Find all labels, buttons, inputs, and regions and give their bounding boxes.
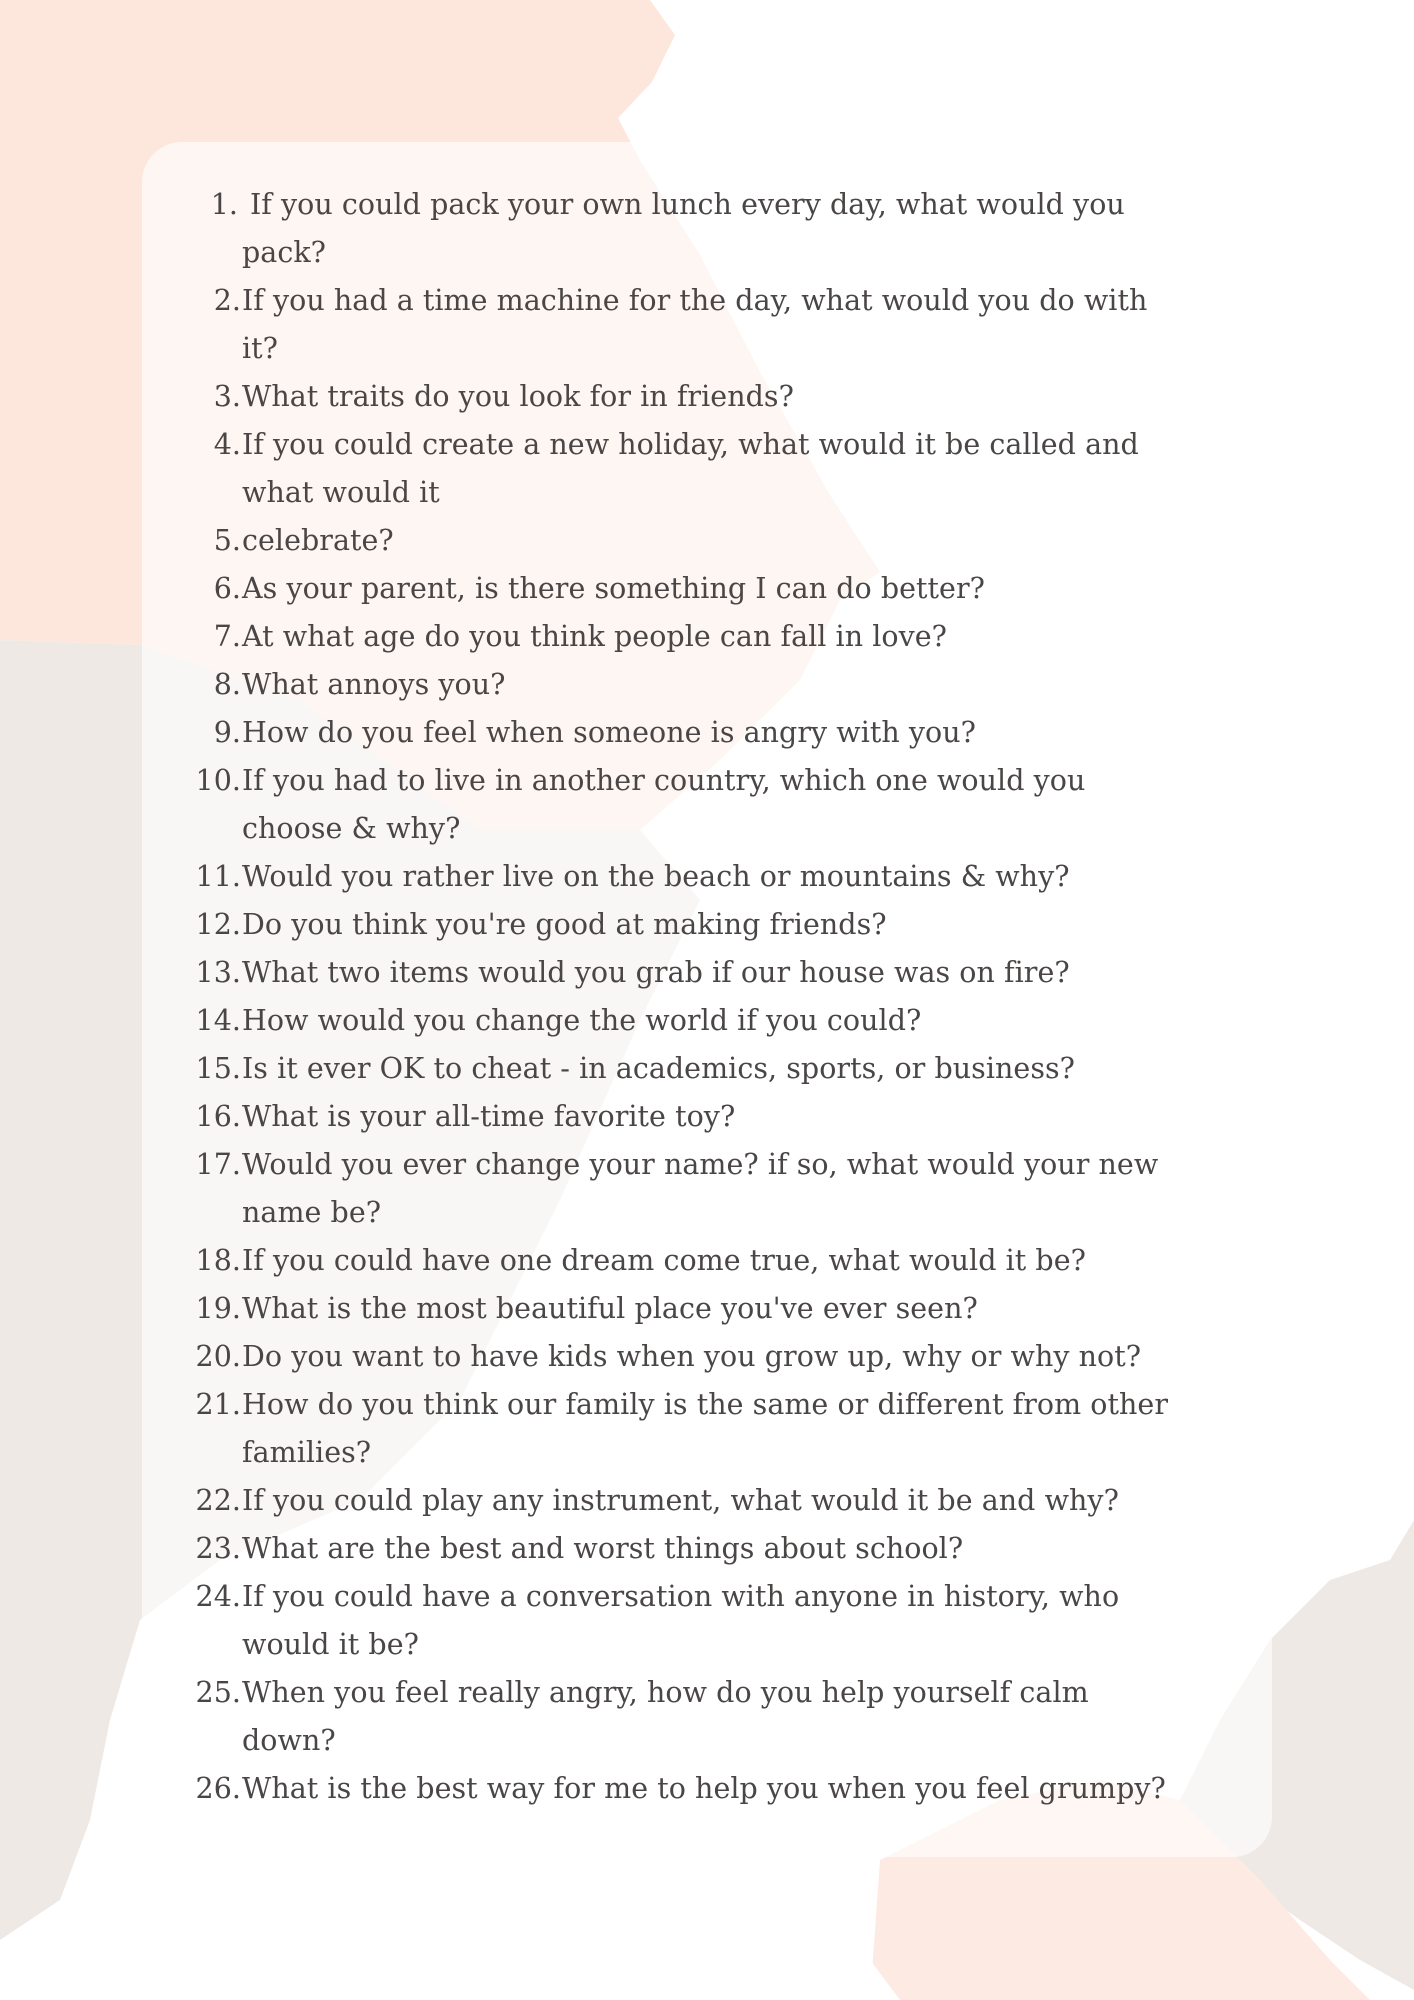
question-item <box>190 901 1270 949</box>
question-item <box>190 757 1270 853</box>
question-text: At what age do you think people can fall in love? <box>242 620 947 653</box>
question-item <box>190 1669 1270 1765</box>
question-number: 2. <box>213 284 241 317</box>
question-text-continued: name be? <box>242 1196 382 1229</box>
question-item <box>190 1381 1270 1477</box>
question-number: 6. <box>213 572 241 605</box>
question-text: Would you ever change your name? if so, what would your new <box>242 1148 1159 1181</box>
question-text: What two items would you grab if our house was on fire? <box>242 956 1070 989</box>
question-item <box>190 1141 1270 1237</box>
question-text: What are the best and worst things about school? <box>242 1532 964 1565</box>
question-number: 8. <box>213 668 241 701</box>
question-text: Do you think you're good at making friends? <box>242 908 887 941</box>
question-number: 3. <box>213 380 241 413</box>
question-item <box>190 1237 1270 1285</box>
question-number: 17. <box>195 1148 241 1181</box>
question-item <box>190 997 1270 1045</box>
question-text: What is your all-time favorite toy? <box>242 1100 736 1133</box>
question-text: What is the best way for me to help you when you feel grumpy? <box>242 1772 1166 1805</box>
question-text: How do you feel when someone is angry with you? <box>242 716 976 749</box>
question-number: 10. <box>195 764 241 797</box>
question-number: 11. <box>195 860 241 893</box>
question-number: 4. <box>213 428 241 461</box>
question-item <box>190 1045 1270 1093</box>
question-item <box>190 421 1270 517</box>
question-number: 22. <box>195 1484 241 1517</box>
question-item <box>190 853 1270 901</box>
question-text-continued: choose & why? <box>242 812 461 845</box>
question-item <box>190 181 1270 277</box>
question-text: If you could pack your own lunch every day, what would you <box>250 188 1125 221</box>
question-text: If you had to live in another country, which one would you <box>242 764 1086 797</box>
question-number: 18. <box>195 1244 241 1277</box>
question-item <box>190 1573 1270 1669</box>
question-item <box>190 1765 1270 1813</box>
question-text: If you could have one dream come true, what would it be? <box>242 1244 1086 1277</box>
question-number: 21. <box>195 1388 241 1421</box>
question-text: How do you think our family is the same or different from other <box>242 1388 1169 1421</box>
question-item <box>190 1285 1270 1333</box>
question-text: celebrate? <box>242 524 394 557</box>
question-text: Do you want to have kids when you grow up, why or why not? <box>242 1340 1142 1373</box>
question-text-continued: it? <box>242 332 278 365</box>
question-item <box>190 1093 1270 1141</box>
question-text: If you could create a new holiday, what would it be called and <box>242 428 1139 461</box>
question-item <box>190 1477 1270 1525</box>
question-text-continued: pack? <box>242 236 326 269</box>
question-list <box>190 181 1270 1813</box>
question-text: As your parent, is there something I can do better? <box>242 572 985 605</box>
question-number: 5. <box>213 524 241 557</box>
question-item <box>190 949 1270 997</box>
question-text: What is the most beautiful place you've ever seen? <box>242 1292 978 1325</box>
question-text-continued: what would it <box>242 476 440 509</box>
question-item <box>190 613 1270 661</box>
question-number: 20. <box>195 1340 241 1373</box>
question-number: 13. <box>195 956 241 989</box>
question-text: Would you rather live on the beach or mountains & why? <box>242 860 1070 893</box>
question-item <box>190 709 1270 757</box>
question-item <box>190 661 1270 709</box>
question-item <box>190 373 1270 421</box>
question-text: If you could have a conversation with anyone in history, who <box>242 1580 1120 1613</box>
question-text-continued: families? <box>242 1436 372 1469</box>
question-text: If you could play any instrument, what would it be and why? <box>242 1484 1119 1517</box>
question-number: 9. <box>213 716 241 749</box>
question-number: 12. <box>195 908 241 941</box>
question-text: What traits do you look for in friends? <box>242 380 794 413</box>
question-number: 15. <box>195 1052 241 1085</box>
question-item <box>190 517 1270 565</box>
question-item <box>190 1525 1270 1573</box>
question-text-continued: down? <box>242 1724 336 1757</box>
question-item <box>190 565 1270 613</box>
question-number: 25. <box>195 1676 241 1709</box>
question-number: 7. <box>213 620 241 653</box>
question-text: Is it ever OK to cheat - in academics, sports, or business? <box>242 1052 1076 1085</box>
question-text: If you had a time machine for the day, what would you do with <box>242 284 1148 317</box>
question-item <box>190 1333 1270 1381</box>
question-number: 19. <box>195 1292 241 1325</box>
question-number: 26. <box>195 1772 241 1805</box>
question-number: 14. <box>195 1004 241 1037</box>
question-number: 24. <box>195 1580 241 1613</box>
question-number: 1. <box>210 188 238 221</box>
question-item <box>190 277 1270 373</box>
question-text: What annoys you? <box>242 668 506 701</box>
question-number: 16. <box>195 1100 241 1133</box>
question-text: How would you change the world if you could? <box>242 1004 922 1037</box>
question-text-continued: would it be? <box>242 1628 419 1661</box>
question-text: When you feel really angry, how do you help yourself calm <box>242 1676 1089 1709</box>
question-number: 23. <box>195 1532 241 1565</box>
